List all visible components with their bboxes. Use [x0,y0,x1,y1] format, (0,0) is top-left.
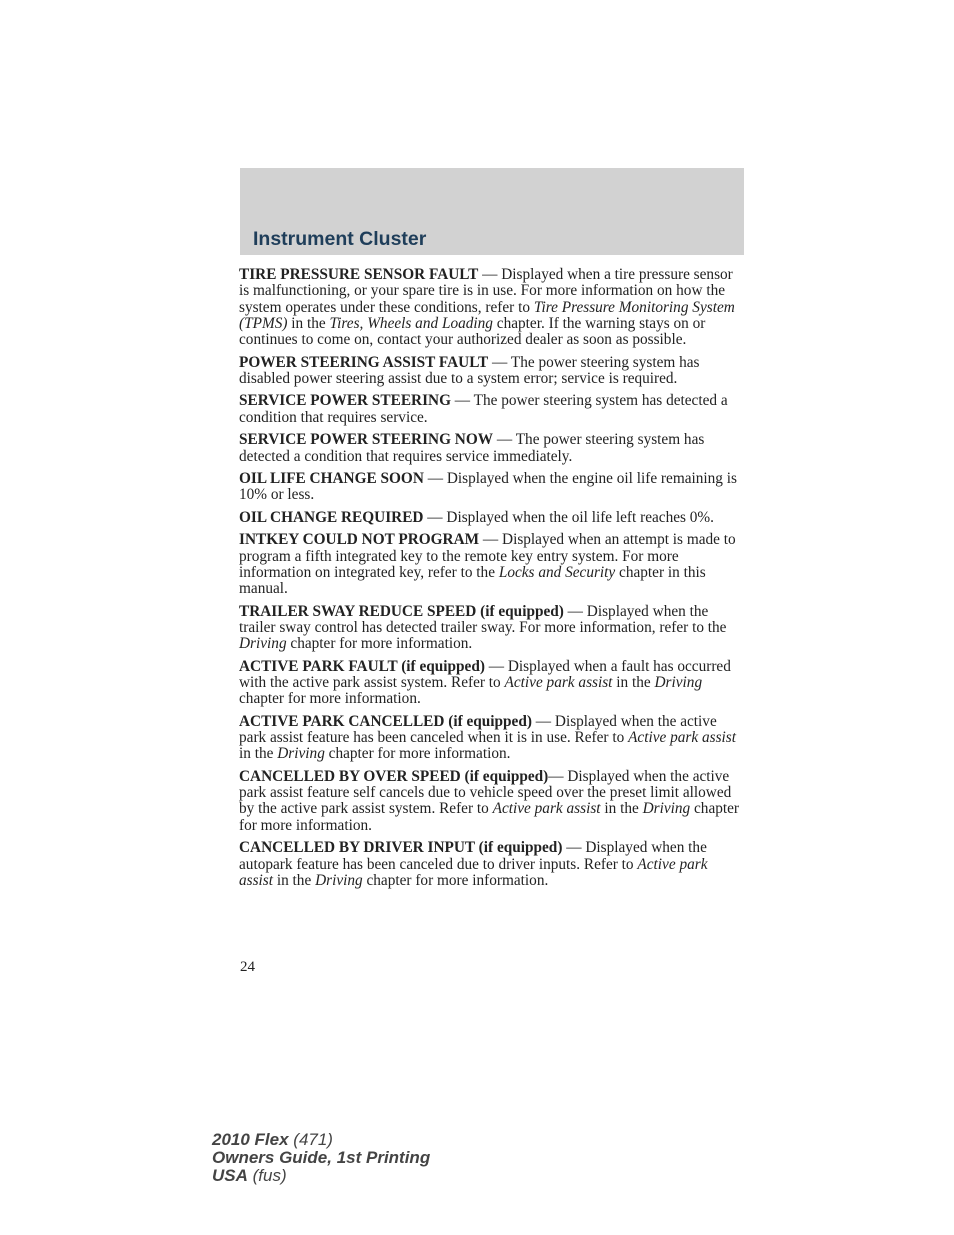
message-term: TIRE PRESSURE SENSOR FAULT [239,266,479,283]
message-list [239,267,745,895]
message-term: CANCELLED BY OVER SPEED (if equipped) [239,767,549,785]
cross-reference: Locks and Security [498,563,616,581]
message-entry-oil-life-change-soon: OIL LIFE CHANGE SOON — Displayed when the engine oil life remaining is 10% or less. [239,470,737,504]
footer-guide-line: Owners Guide, 1st Printing [212,1148,431,1167]
message-entry-active-park-cancelled: ACTIVE PARK CANCELLED (if equipped) — Displayed when the active park assist feature has been canceled when it is in use. Refer to Active park assist in the Driving chapter for more information. [239,712,736,763]
cross-reference: Active park assist [239,855,708,889]
cross-reference: Active park assist [628,729,736,747]
cross-reference: Tires, Wheels and Loading [329,314,493,332]
message-entry-oil-change-required: OIL CHANGE REQUIRED — Displayed when the oil life left reaches 0%. [239,508,714,526]
message-entry-intkey-could-not-program: INTKEY COULD NOT PROGRAM — Displayed when an attempt is made to program a fifth integrated key to the remote key entry system. For more information on integrated key, refer to the Locks and Security chapter in this manual. [239,531,736,598]
cross-reference: Driving [315,871,363,889]
message-term: ACTIVE PARK FAULT (if equipped) [239,657,485,675]
print-footer [212,1131,430,1185]
message-entry-active-park-fault: ACTIVE PARK FAULT (if equipped) — Displayed when a fault has occurred with the active park assist system. Refer to Active park assist in the Driving chapter for more information. [239,657,731,708]
cross-reference: Active park assist [492,800,601,818]
cross-reference: Driving [239,635,287,653]
cross-reference: Driving [277,745,325,763]
message-term: OIL LIFE CHANGE SOON [239,470,424,488]
message-term: ACTIVE PARK CANCELLED (if equipped) [239,712,532,730]
message-term: OIL CHANGE REQUIRED [239,508,424,526]
message-entry-cancelled-by-over-speed: CANCELLED BY OVER SPEED (if equipped)— Displayed when the active park assist feature self cancels due to vehicle speed over the preset limit allowed by the active park assist system. Refer to Active park assist in the Driving chapter for more information. [239,767,740,834]
message-term: INTKEY COULD NOT PROGRAM [239,531,480,549]
message-term: SERVICE POWER STEERING NOW [239,431,494,449]
footer-model-line: 2010 Flex (471) [212,1130,333,1149]
page-number: 24 [240,959,255,975]
chapter-header-band [240,168,744,255]
cross-reference: Active park assist [504,674,613,692]
message-entry-service-power-steering-now: SERVICE POWER STEERING NOW — The power steering system has detected a condition that requires service immediately. [239,431,705,465]
message-entry-tire-pressure-sensor-fault: TIRE PRESSURE SENSOR FAULT — Displayed when a tire pressure sensor is malfunctioning, or your spare tire is in use. For more information on how the system operates under these conditions, refer to Tire Pressure Monitoring System (TPMS) in the Tires, Wheels and Loading chapter. If the warning stays on or continues to come on, contact your authorized dealer as soon as possible. [239,266,735,349]
message-term: SERVICE POWER STEERING [239,392,451,410]
cross-reference: Driving [654,674,703,692]
message-entry-cancelled-by-driver-input: CANCELLED BY DRIVER INPUT (if equipped) — Displayed when the autopark feature has been canceled due to driver inputs. Refer to Active park assist in the Driving chapter for more information. [239,839,708,889]
footer-region-line: USA (fus) [212,1166,287,1185]
message-entry-trailer-sway-reduce-speed: TRAILER SWAY REDUCE SPEED (if equipped) — Displayed when the trailer sway control has detected trailer sway. For more information, refer to the Driving chapter for more information. [239,602,727,653]
message-term: CANCELLED BY DRIVER INPUT (if equipped) [239,839,563,857]
message-entry-service-power-steering: SERVICE POWER STEERING — The power steering system has detected a condition that requires service. [239,392,728,426]
message-term: TRAILER SWAY REDUCE SPEED (if equipped) [239,602,564,620]
cross-reference: Driving [642,800,691,818]
message-entry-power-steering-assist-fault: POWER STEERING ASSIST FAULT — The power steering system has disabled power steering assist due to a system error; service is required. [239,353,700,387]
cross-reference: Tire Pressure Monitoring System (TPMS) [239,298,735,332]
message-term: POWER STEERING ASSIST FAULT [239,353,489,371]
chapter-title: Instrument Cluster [253,228,427,250]
